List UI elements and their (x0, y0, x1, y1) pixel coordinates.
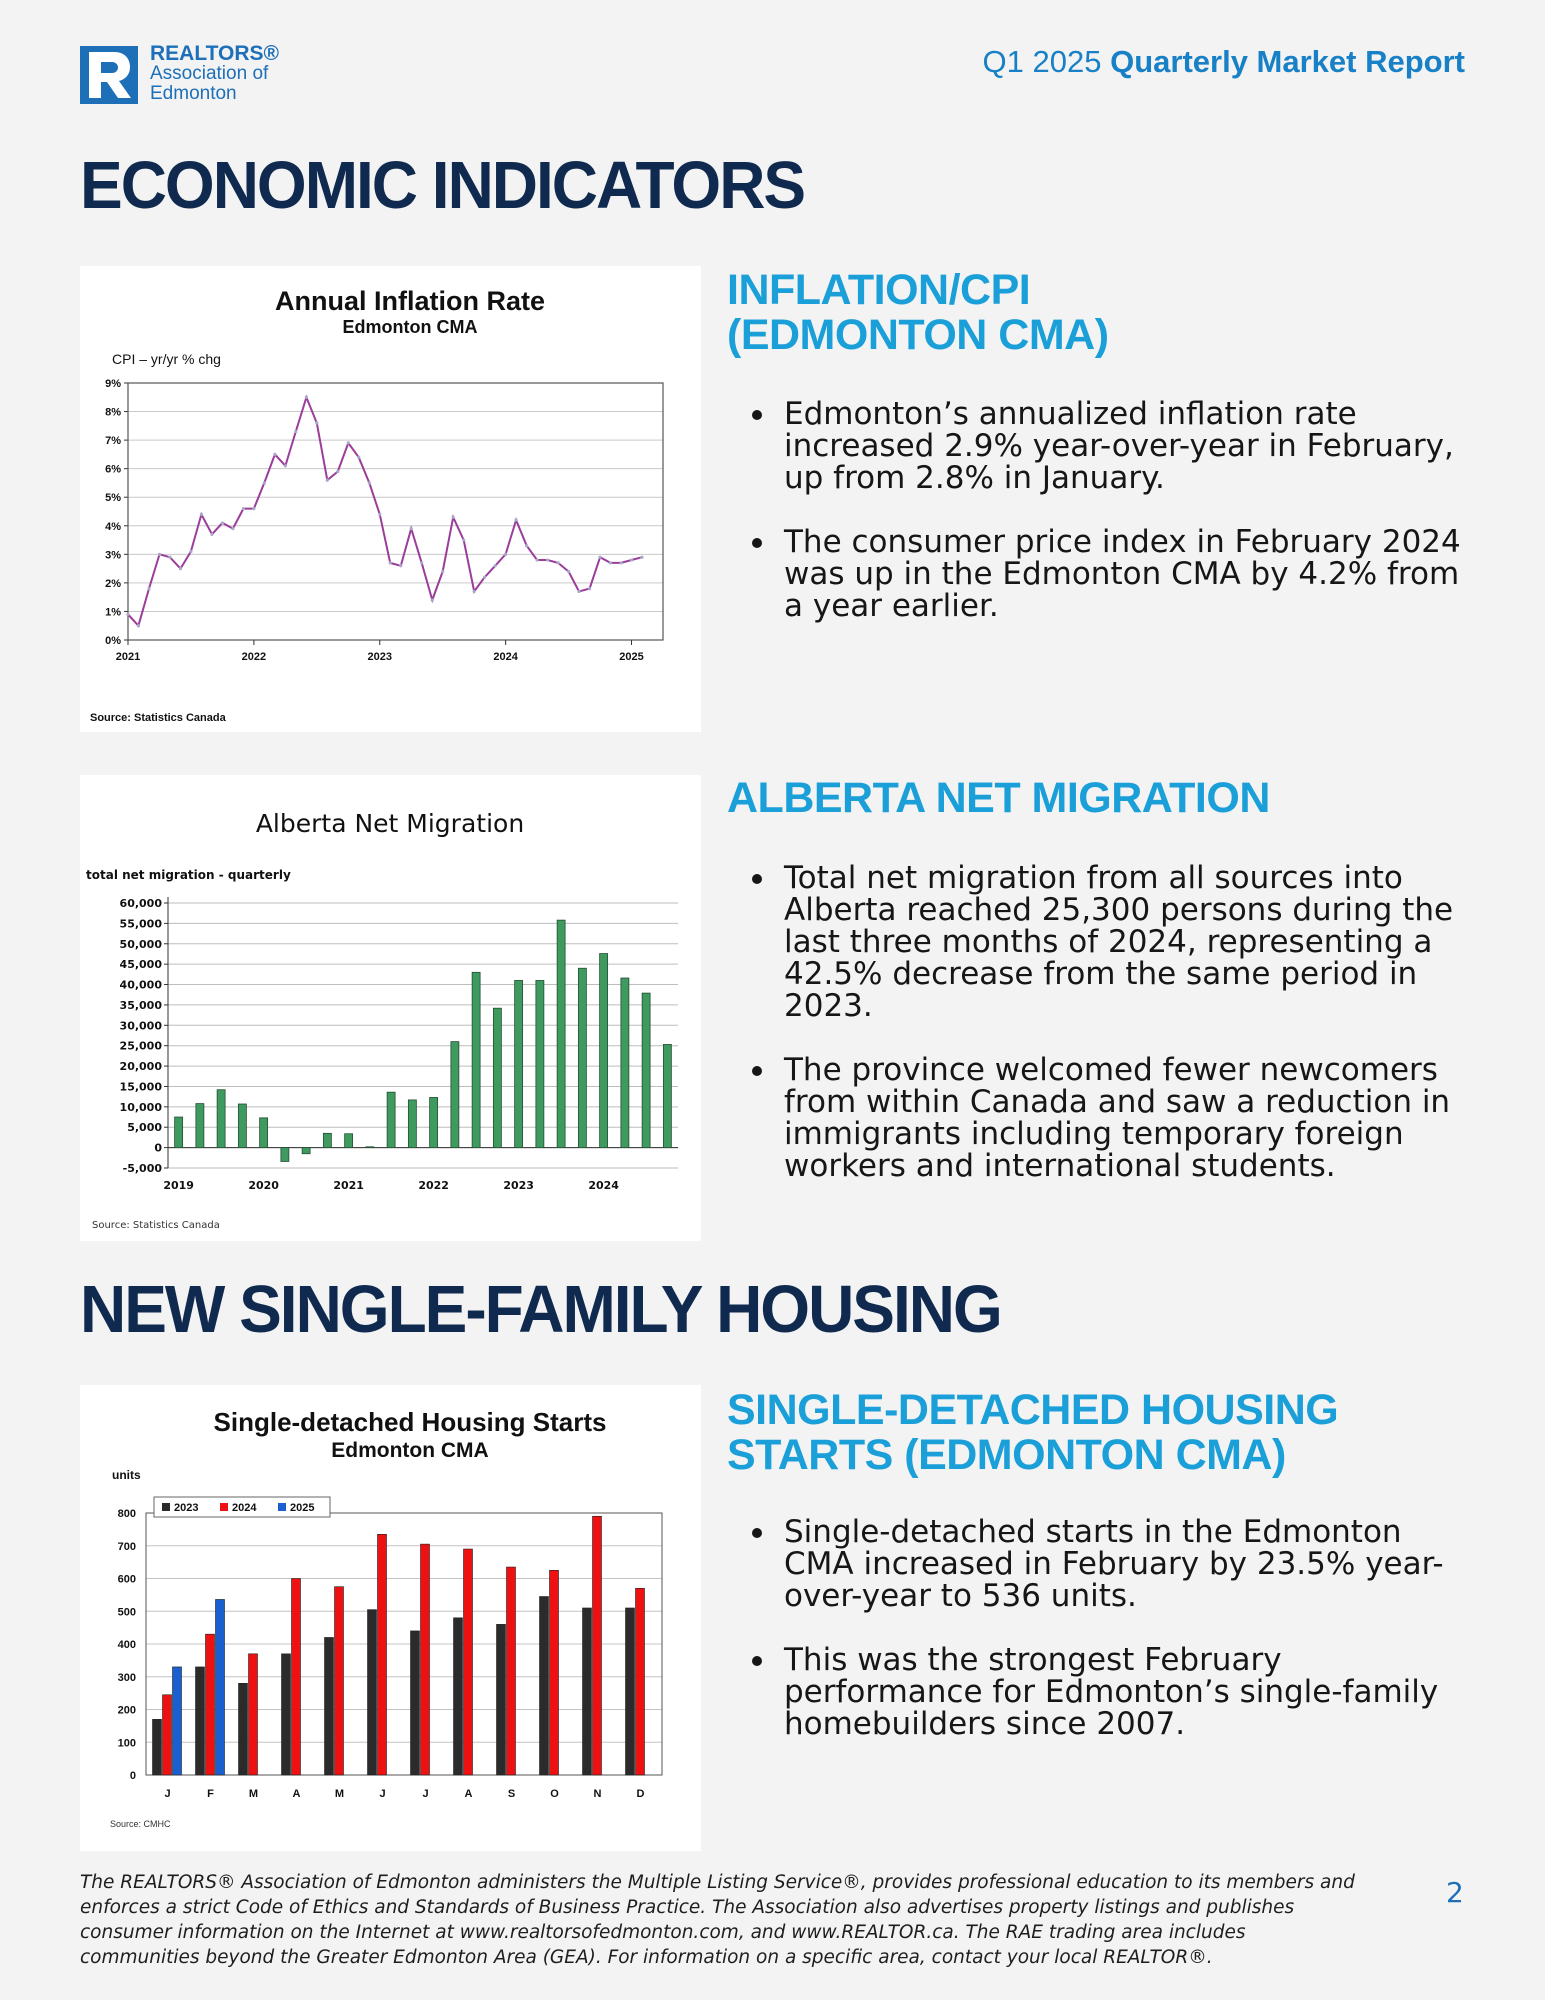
y-tick-label: 700 (117, 1540, 136, 1553)
migration-bar (196, 1104, 204, 1148)
inflation-heading-line-1: INFLATION/CPI (727, 266, 1031, 314)
data-point (431, 598, 434, 601)
bar-2023 (368, 1610, 377, 1775)
list-item: Edmonton’s annualized inflation rate increased 2.9% year-over-year in February, up from 2.8% in January. (730, 398, 1470, 494)
bar-2024 (206, 1634, 215, 1775)
logo-line-1: REALTORS® (150, 42, 280, 65)
housing-starts-chart-svg (80, 1385, 701, 1851)
y-tick-label: 60,000 (119, 897, 162, 910)
migration-bar (302, 1148, 310, 1154)
data-point (598, 556, 601, 559)
data-point (137, 624, 140, 627)
bar-2025 (216, 1599, 225, 1775)
migration-chart (80, 775, 701, 1241)
chart-source: Source: Statistics Canada (90, 712, 226, 724)
bar-2023 (540, 1597, 549, 1775)
data-point (619, 561, 622, 564)
migration-bar (238, 1104, 246, 1148)
inflation-series-line (128, 397, 642, 625)
bar-2023 (497, 1624, 506, 1775)
logo-line-3: Edmonton (150, 83, 237, 104)
footer-disclaimer: The REALTORS® Association of Edmonton administers the Multiple Listing Service®, provides professional education to its members and enforces a strict Code of Ethics and Standards of Business Practice. The Association also advertises property listings and publishes consumer information on the Internet at www.realtorsofedmonton.com, and www.REALTOR.ca. The RAE trading area includes communities beyond the Greater Edmonton Area (GEA). For information on a specific area, contact your local REALTOR®. (80, 1872, 1355, 1968)
y-tick-label: 10,000 (119, 1100, 162, 1114)
y-axis-label: CPI – yr/yr % chg (112, 351, 221, 367)
data-point (536, 558, 539, 561)
migration-bar (217, 1090, 225, 1148)
data-point (357, 456, 360, 459)
chart-subtitle: Edmonton CMA (331, 1439, 489, 1462)
y-tick-label: 1% (105, 606, 121, 619)
x-tick-label: F (207, 1788, 214, 1800)
x-tick-label: 2025 (619, 651, 644, 663)
bar-2023 (153, 1719, 162, 1775)
data-point (609, 561, 612, 564)
x-tick-label: S (507, 1788, 516, 1800)
x-tick-label: 2021 (333, 1179, 364, 1192)
chart-source: Source: CMHC (110, 1819, 171, 1829)
migration-bar (175, 1117, 183, 1148)
data-point (378, 513, 381, 516)
data-point (577, 590, 580, 593)
x-tick-label: 2021 (115, 651, 141, 663)
starts-heading-line-2: STARTS (EDMONTON CMA) (727, 1431, 1286, 1479)
y-tick-label: 200 (117, 1704, 136, 1717)
migration-bar (578, 968, 586, 1147)
migration-bar (281, 1148, 289, 1162)
data-point (126, 613, 129, 616)
bar-2024 (249, 1654, 258, 1775)
y-tick-label: 50,000 (119, 937, 162, 951)
inflation-heading-line-2: (EDMONTON CMA) (727, 311, 1109, 359)
chart-subtitle: Edmonton CMA (342, 317, 478, 337)
x-tick-label: J (422, 1788, 429, 1800)
data-point (420, 561, 423, 564)
migration-bar (366, 1147, 374, 1148)
bar-2023 (626, 1608, 635, 1775)
list-item: Single-detached starts in the Edmonton CMA increased in February by 23.5% year-over-year to 536 units. (730, 1516, 1470, 1612)
migration-chart-svg (80, 775, 701, 1241)
legend-swatch (278, 1503, 286, 1511)
bar-2023 (282, 1654, 291, 1775)
x-tick-label: 2022 (241, 651, 267, 663)
y-tick-label: 5,000 (127, 1121, 162, 1135)
migration-bar (323, 1133, 331, 1147)
realtors-logo (80, 44, 320, 108)
y-tick-label: 45,000 (119, 958, 162, 972)
data-point (189, 550, 192, 553)
migration-bar (536, 980, 544, 1147)
chart-title: Alberta Net Migration (255, 809, 525, 838)
data-point (168, 556, 171, 559)
bar-2025 (173, 1667, 182, 1775)
y-tick-label: 400 (117, 1639, 136, 1651)
bar-2023 (239, 1683, 248, 1775)
chart-legend (154, 1497, 330, 1517)
report-title (983, 44, 1465, 80)
housing-starts-chart (80, 1385, 701, 1851)
migration-bar (430, 1097, 438, 1147)
bar-2024 (507, 1567, 516, 1775)
report-period: Q1 2025 (982, 44, 1102, 79)
inflation-heading (727, 268, 1467, 358)
bar-2024 (163, 1695, 172, 1775)
data-point (504, 553, 507, 556)
page-number: 2 (1446, 1876, 1464, 1909)
data-point (640, 556, 643, 559)
y-tick-label: 500 (117, 1606, 136, 1619)
y-axis-label: units (112, 1468, 141, 1482)
legend-swatch (220, 1503, 228, 1511)
chart-source: Source: Statistics Canada (92, 1220, 220, 1231)
legend-swatch (162, 1503, 170, 1511)
list-item: The province welcomed fewer newcomers from within Canada and saw a reduction in immigrants including temporary foreign workers and international students. (730, 1054, 1470, 1182)
data-point (252, 507, 255, 510)
data-point (525, 544, 528, 547)
plot-area (128, 383, 663, 640)
bar-2024 (593, 1516, 602, 1775)
chart-title: Single-detached Housing Starts (213, 1407, 607, 1437)
x-tick-label: 2020 (248, 1179, 279, 1192)
section-title-economic: ECONOMIC INDICATORS (80, 147, 805, 223)
data-point (294, 430, 297, 433)
starts-heading-line-1: SINGLE-DETACHED HOUSING (727, 1386, 1339, 1434)
bar-2023 (411, 1631, 420, 1775)
inflation-bullets (730, 398, 1470, 654)
data-point (326, 478, 329, 481)
data-point (368, 481, 371, 484)
migration-bar (472, 972, 480, 1147)
y-tick-label: -5,000 (122, 1162, 162, 1175)
data-point (514, 518, 517, 521)
y-tick-label: 300 (117, 1671, 136, 1684)
list-item: Total net migration from all sources into Alberta reached 25,300 persons during the last three months of 2024, representing a 42.5% decrease from the same period in 2023. (730, 862, 1470, 1022)
x-tick-label: 2024 (493, 651, 518, 663)
x-tick-label: 2023 (367, 651, 393, 663)
bar-2023 (583, 1608, 592, 1775)
y-tick-label: 7% (105, 435, 121, 448)
migration-bar (408, 1100, 416, 1148)
data-point (231, 527, 234, 530)
list-item: This was the strongest February performance for Edmonton’s single-family homebuilders since 2007. (730, 1644, 1470, 1740)
y-tick-label: 8% (105, 406, 121, 419)
bar-2023 (196, 1667, 205, 1775)
migration-bar (557, 920, 565, 1147)
data-point (147, 587, 150, 590)
bar-2023 (325, 1637, 334, 1775)
data-point (483, 576, 486, 579)
y-tick-label: 100 (117, 1737, 136, 1750)
inflation-chart-svg (80, 266, 701, 732)
x-tick-label: A (464, 1788, 473, 1800)
x-tick-label: M (248, 1788, 259, 1800)
migration-bar (493, 1008, 501, 1147)
legend-label: 2023 (174, 1502, 199, 1514)
data-point (473, 590, 476, 593)
data-point (557, 561, 560, 564)
realtors-r-icon (80, 46, 138, 104)
y-axis-label: total net migration - quarterly (86, 868, 291, 882)
x-tick-label: 2024 (588, 1179, 619, 1192)
data-point (273, 453, 276, 456)
y-tick-label: 600 (117, 1573, 136, 1586)
data-point (221, 521, 224, 524)
data-point (315, 421, 318, 424)
data-point (630, 558, 633, 561)
bar-2024 (378, 1534, 387, 1775)
data-point (305, 396, 308, 399)
inflation-chart (80, 266, 701, 732)
data-point (179, 567, 182, 570)
data-point (263, 481, 266, 484)
data-point (284, 464, 287, 467)
data-point (588, 587, 591, 590)
y-tick-label: 55,000 (119, 917, 162, 931)
x-tick-label: J (379, 1788, 386, 1800)
bar-2024 (464, 1549, 473, 1775)
y-tick-label: 15,000 (119, 1080, 162, 1094)
starts-heading (727, 1388, 1467, 1478)
bar-2024 (421, 1544, 430, 1775)
bar-2024 (292, 1579, 301, 1776)
x-tick-label: J (164, 1788, 171, 1800)
data-point (210, 533, 213, 536)
legend-label: 2024 (232, 1502, 257, 1514)
x-tick-label: N (593, 1788, 602, 1800)
data-point (494, 564, 497, 567)
chart-title: Annual Inflation Rate (275, 286, 545, 316)
data-point (452, 516, 455, 519)
data-point (389, 561, 392, 564)
data-point (200, 513, 203, 516)
y-tick-label: 3% (105, 549, 121, 562)
migration-bullets (730, 862, 1470, 1214)
migration-bar (345, 1134, 353, 1148)
migration-heading: ALBERTA NET MIGRATION (727, 774, 1270, 822)
y-tick-label: 25,000 (119, 1039, 162, 1053)
migration-bar (642, 993, 650, 1148)
starts-bullets (730, 1516, 1470, 1772)
report-name: Quarterly Market Report (1110, 44, 1465, 79)
data-point (441, 570, 444, 573)
migration-bar (387, 1092, 395, 1147)
y-tick-label: 30,000 (119, 1019, 162, 1033)
migration-bar (663, 1044, 671, 1147)
migration-bar (600, 954, 608, 1148)
bar-2024 (550, 1570, 559, 1775)
x-tick-label: 2022 (418, 1179, 449, 1192)
x-tick-label: M (334, 1788, 345, 1800)
y-tick-label: 9% (105, 378, 121, 390)
x-tick-label: 2023 (503, 1179, 534, 1192)
x-tick-label: A (292, 1788, 301, 1800)
data-point (242, 507, 245, 510)
y-tick-label: 5% (105, 492, 121, 505)
data-point (462, 538, 465, 541)
y-tick-label: 0 (129, 1770, 136, 1782)
y-tick-label: 20,000 (119, 1060, 162, 1074)
data-point (410, 527, 413, 530)
y-tick-label: 6% (105, 463, 121, 476)
y-tick-label: 800 (117, 1508, 136, 1520)
data-point (158, 553, 161, 556)
data-point (336, 470, 339, 473)
migration-bar (451, 1042, 459, 1148)
y-tick-label: 40,000 (119, 978, 162, 992)
migration-bar (621, 978, 629, 1148)
y-tick-label: 35,000 (119, 998, 162, 1012)
migration-bar (515, 980, 523, 1147)
legend-label: 2025 (290, 1502, 315, 1514)
data-point (567, 570, 570, 573)
bar-2024 (636, 1588, 645, 1775)
y-tick-label: 0% (105, 635, 121, 647)
y-tick-label: 2% (105, 577, 121, 590)
y-tick-label: 0 (154, 1141, 162, 1155)
x-tick-label: D (636, 1788, 645, 1800)
data-point (546, 558, 549, 561)
data-point (399, 564, 402, 567)
data-point (347, 441, 350, 444)
migration-bar (260, 1118, 268, 1148)
list-item: The consumer price index in February 2024 was up in the Edmonton CMA by 4.2% from a year earlier. (730, 526, 1470, 622)
bar-2023 (454, 1618, 463, 1775)
x-tick-label: O (550, 1788, 559, 1800)
section-title-housing: NEW SINGLE-FAMILY HOUSING (80, 1271, 1001, 1347)
logo-line-2: Association of (150, 63, 269, 84)
y-tick-label: 4% (105, 520, 121, 533)
bar-2024 (335, 1587, 344, 1775)
x-tick-label: 2019 (163, 1179, 194, 1192)
